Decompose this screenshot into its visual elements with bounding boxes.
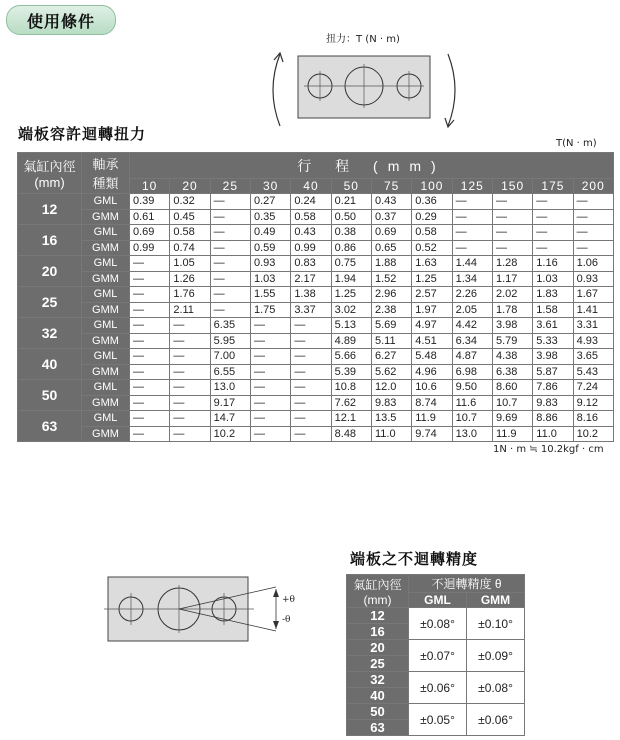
torque-value-cell: 0.38 bbox=[331, 225, 371, 241]
torque-value-cell: 1.06 bbox=[573, 256, 613, 272]
torque-value-cell: — bbox=[291, 395, 331, 411]
conditions-badge: 使用條件 bbox=[6, 5, 116, 35]
torque-value-cell: 0.61 bbox=[130, 209, 170, 225]
torque-value-cell: 2.11 bbox=[170, 302, 210, 318]
table-row bbox=[18, 256, 614, 272]
model-cell: GMM bbox=[82, 395, 130, 411]
torque-value-cell: — bbox=[170, 395, 210, 411]
model-cell: GML bbox=[82, 411, 130, 427]
torque-value-cell: 1.75 bbox=[250, 302, 290, 318]
torque-value-cell: 0.50 bbox=[331, 209, 371, 225]
torque-value-cell: 0.58 bbox=[291, 209, 331, 225]
stroke-column-header: 25 bbox=[210, 179, 250, 194]
torque-value-cell: — bbox=[170, 426, 210, 442]
torque-value-cell: 0.99 bbox=[130, 240, 170, 256]
torque-value-cell: 4.89 bbox=[331, 333, 371, 349]
table-row bbox=[18, 194, 614, 210]
torque-value-cell: — bbox=[210, 302, 250, 318]
stroke-column-header: 150 bbox=[492, 179, 532, 194]
torque-value-cell: 2.26 bbox=[452, 287, 492, 303]
stroke-header: 行 程 (mm) bbox=[130, 153, 614, 179]
torque-value-cell: 1.58 bbox=[533, 302, 573, 318]
torque-value-cell: — bbox=[130, 380, 170, 396]
table-row bbox=[18, 287, 614, 303]
torque-value-cell: 1.63 bbox=[412, 256, 452, 272]
torque-value-cell: 1.25 bbox=[412, 271, 452, 287]
torque-value-cell: 5.33 bbox=[533, 333, 573, 349]
table-row bbox=[18, 349, 614, 365]
torque-value-cell: 0.35 bbox=[250, 209, 290, 225]
torque-value-cell: 6.35 bbox=[210, 318, 250, 334]
bore-cell: 32 bbox=[18, 318, 82, 349]
torque-value-cell: 5.95 bbox=[210, 333, 250, 349]
torque-value-cell: 7.86 bbox=[533, 380, 573, 396]
stroke-column-header: 125 bbox=[452, 179, 492, 194]
torque-value-cell: — bbox=[210, 256, 250, 272]
table-row bbox=[18, 318, 614, 334]
torque-value-cell: 3.37 bbox=[291, 302, 331, 318]
torque-value-cell: 0.86 bbox=[331, 240, 371, 256]
torque-value-cell: 0.21 bbox=[331, 194, 371, 210]
precision-gml-value: ±0.06° bbox=[409, 672, 467, 704]
torque-value-cell: 5.79 bbox=[492, 333, 532, 349]
torque-value-cell: 0.36 bbox=[412, 194, 452, 210]
table-row bbox=[18, 271, 614, 287]
torque-value-cell: 5.87 bbox=[533, 364, 573, 380]
torque-value-cell: 0.45 bbox=[170, 209, 210, 225]
torque-value-cell: 6.55 bbox=[210, 364, 250, 380]
torque-value-cell: 9.17 bbox=[210, 395, 250, 411]
torque-value-cell: — bbox=[291, 333, 331, 349]
torque-value-cell: — bbox=[170, 411, 210, 427]
stroke-column-header: 75 bbox=[371, 179, 411, 194]
stroke-column-header: 10 bbox=[130, 179, 170, 194]
torque-value-cell: 1.28 bbox=[492, 256, 532, 272]
torque-value-cell: 12.0 bbox=[371, 380, 411, 396]
torque-value-cell: 4.42 bbox=[452, 318, 492, 334]
torque-value-cell: 13.0 bbox=[210, 380, 250, 396]
torque-value-cell: 7.00 bbox=[210, 349, 250, 365]
torque-value-cell: — bbox=[573, 209, 613, 225]
torque-value-cell: — bbox=[170, 380, 210, 396]
torque-section-title: 端板容許迴轉扭力 bbox=[18, 125, 147, 143]
torque-value-cell: 3.98 bbox=[533, 349, 573, 365]
torque-value-cell: 7.24 bbox=[573, 380, 613, 396]
table-row bbox=[18, 209, 614, 225]
torque-value-cell: 1.67 bbox=[573, 287, 613, 303]
torque-value-cell: — bbox=[250, 333, 290, 349]
torque-value-cell: 1.83 bbox=[533, 287, 573, 303]
torque-value-cell: 2.57 bbox=[412, 287, 452, 303]
precision-gmm-header: GMM bbox=[467, 593, 525, 608]
torque-value-cell: 4.51 bbox=[412, 333, 452, 349]
torque-value-cell: 9.74 bbox=[412, 426, 452, 442]
table-row bbox=[347, 608, 525, 624]
torque-value-cell: — bbox=[210, 287, 250, 303]
torque-value-cell: 8.60 bbox=[492, 380, 532, 396]
torque-value-cell: — bbox=[573, 240, 613, 256]
torque-value-cell: — bbox=[130, 333, 170, 349]
torque-value-cell: 7.62 bbox=[331, 395, 371, 411]
torque-value-cell: 11.9 bbox=[412, 411, 452, 427]
torque-value-cell: — bbox=[452, 225, 492, 241]
torque-value-cell: — bbox=[130, 318, 170, 334]
torque-value-cell: — bbox=[170, 318, 210, 334]
precision-gml-header: GML bbox=[409, 593, 467, 608]
stroke-column-header: 200 bbox=[573, 179, 613, 194]
precision-bore-cell: 63 bbox=[347, 720, 409, 736]
torque-value-cell: 0.58 bbox=[412, 225, 452, 241]
torque-value-cell: 1.34 bbox=[452, 271, 492, 287]
torque-value-cell: 6.34 bbox=[452, 333, 492, 349]
precision-gmm-value: ±0.09° bbox=[467, 640, 525, 672]
stroke-column-header: 30 bbox=[250, 179, 290, 194]
torque-value-cell: 0.75 bbox=[331, 256, 371, 272]
precision-diagram bbox=[104, 575, 314, 645]
stroke-column-header: 100 bbox=[412, 179, 452, 194]
torque-label: 扭力：T (N · m) bbox=[326, 34, 400, 45]
torque-value-cell: 5.66 bbox=[331, 349, 371, 365]
model-cell: GMM bbox=[82, 426, 130, 442]
precision-gmm-value: ±0.08° bbox=[467, 672, 525, 704]
precision-gml-value: ±0.07° bbox=[409, 640, 467, 672]
torque-value-cell: 1.76 bbox=[170, 287, 210, 303]
bore-header: 氣缸內徑 (mm) bbox=[18, 153, 82, 194]
precision-gml-value: ±0.05° bbox=[409, 704, 467, 736]
torque-value-cell: 0.39 bbox=[130, 194, 170, 210]
torque-value-cell: 0.99 bbox=[291, 240, 331, 256]
torque-value-cell: 6.98 bbox=[452, 364, 492, 380]
torque-value-cell: — bbox=[130, 271, 170, 287]
precision-header: 不迴轉精度 θ bbox=[409, 575, 525, 593]
torque-value-cell: 9.83 bbox=[371, 395, 411, 411]
torque-value-cell: 3.31 bbox=[573, 318, 613, 334]
stroke-column-header: 175 bbox=[533, 179, 573, 194]
torque-value-cell: 9.83 bbox=[533, 395, 573, 411]
torque-value-cell: — bbox=[533, 209, 573, 225]
torque-unit: T(N · m) bbox=[556, 138, 597, 149]
torque-value-cell: 8.86 bbox=[533, 411, 573, 427]
torque-value-cell: 2.02 bbox=[492, 287, 532, 303]
torque-value-cell: — bbox=[291, 426, 331, 442]
torque-value-cell: 1.97 bbox=[412, 302, 452, 318]
torque-value-cell: — bbox=[250, 349, 290, 365]
precision-bore-cell: 20 bbox=[347, 640, 409, 656]
minus-theta-label: -θ bbox=[282, 615, 291, 625]
torque-value-cell: 0.93 bbox=[573, 271, 613, 287]
torque-value-cell: — bbox=[210, 225, 250, 241]
precision-table bbox=[346, 574, 525, 736]
torque-value-cell: — bbox=[452, 240, 492, 256]
torque-value-cell: 4.93 bbox=[573, 333, 613, 349]
torque-value-cell: — bbox=[130, 256, 170, 272]
torque-value-cell: 0.58 bbox=[170, 225, 210, 241]
torque-value-cell: 5.62 bbox=[371, 364, 411, 380]
torque-value-cell: 1.52 bbox=[371, 271, 411, 287]
torque-value-cell: 3.98 bbox=[492, 318, 532, 334]
torque-value-cell: 5.43 bbox=[573, 364, 613, 380]
model-cell: GMM bbox=[82, 302, 130, 318]
torque-value-cell: 1.94 bbox=[331, 271, 371, 287]
torque-value-cell: 1.17 bbox=[492, 271, 532, 287]
table-row bbox=[18, 302, 614, 318]
torque-value-cell: — bbox=[291, 318, 331, 334]
torque-value-cell: — bbox=[492, 209, 532, 225]
torque-value-cell: — bbox=[533, 194, 573, 210]
torque-value-cell: — bbox=[573, 194, 613, 210]
torque-value-cell: — bbox=[130, 411, 170, 427]
torque-value-cell: 3.65 bbox=[573, 349, 613, 365]
torque-value-cell: 1.26 bbox=[170, 271, 210, 287]
torque-value-cell: 1.25 bbox=[331, 287, 371, 303]
torque-value-cell: 1.55 bbox=[250, 287, 290, 303]
torque-value-cell: 2.38 bbox=[371, 302, 411, 318]
table-row bbox=[347, 640, 525, 656]
precision-gmm-value: ±0.06° bbox=[467, 704, 525, 736]
torque-value-cell: — bbox=[492, 225, 532, 241]
torque-value-cell: 11.6 bbox=[452, 395, 492, 411]
torque-value-cell: — bbox=[250, 318, 290, 334]
torque-value-cell: 0.32 bbox=[170, 194, 210, 210]
bore-cell: 50 bbox=[18, 380, 82, 411]
table-row bbox=[18, 380, 614, 396]
table-row bbox=[347, 704, 525, 720]
precision-bore-header: 氣缸內徑 (mm) bbox=[347, 575, 409, 608]
torque-value-cell: 10.7 bbox=[492, 395, 532, 411]
torque-value-cell: — bbox=[291, 411, 331, 427]
torque-value-cell: 5.48 bbox=[412, 349, 452, 365]
torque-value-cell: 1.03 bbox=[250, 271, 290, 287]
precision-bore-cell: 16 bbox=[347, 624, 409, 640]
torque-value-cell: — bbox=[452, 194, 492, 210]
table-row bbox=[18, 426, 614, 442]
torque-value-cell: 5.69 bbox=[371, 318, 411, 334]
torque-value-cell: — bbox=[130, 426, 170, 442]
plus-theta-label: +θ bbox=[282, 595, 295, 605]
torque-value-cell: 0.49 bbox=[250, 225, 290, 241]
torque-value-cell: 1.03 bbox=[533, 271, 573, 287]
model-cell: GML bbox=[82, 318, 130, 334]
torque-value-cell: 0.83 bbox=[291, 256, 331, 272]
torque-value-cell: — bbox=[291, 364, 331, 380]
torque-value-cell: 1.16 bbox=[533, 256, 573, 272]
torque-value-cell: 0.69 bbox=[371, 225, 411, 241]
torque-value-cell: 0.65 bbox=[371, 240, 411, 256]
torque-value-cell: 0.43 bbox=[371, 194, 411, 210]
torque-value-cell: 0.93 bbox=[250, 256, 290, 272]
model-cell: GMM bbox=[82, 271, 130, 287]
torque-value-cell: — bbox=[170, 364, 210, 380]
unit-conversion-note: 1N · m ≒ 10.2kgf · cm bbox=[493, 444, 604, 455]
bore-cell: 16 bbox=[18, 225, 82, 256]
torque-value-cell: 1.88 bbox=[371, 256, 411, 272]
stroke-column-header: 40 bbox=[291, 179, 331, 194]
torque-value-cell: 0.43 bbox=[291, 225, 331, 241]
torque-value-cell: 11.0 bbox=[533, 426, 573, 442]
torque-value-cell: 0.24 bbox=[291, 194, 331, 210]
bore-cell: 63 bbox=[18, 411, 82, 442]
model-cell: GML bbox=[82, 287, 130, 303]
model-cell: GML bbox=[82, 194, 130, 210]
torque-value-cell: 10.7 bbox=[452, 411, 492, 427]
torque-value-cell: — bbox=[492, 240, 532, 256]
table-row bbox=[18, 333, 614, 349]
torque-value-cell: 10.8 bbox=[331, 380, 371, 396]
bearing-header: 軸承 種類 bbox=[82, 153, 130, 194]
torque-value-cell: 2.17 bbox=[291, 271, 331, 287]
precision-bore-cell: 40 bbox=[347, 688, 409, 704]
torque-value-cell: 5.39 bbox=[331, 364, 371, 380]
table-row bbox=[18, 240, 614, 256]
precision-bore-cell: 12 bbox=[347, 608, 409, 624]
torque-value-cell: — bbox=[130, 364, 170, 380]
torque-value-cell: 5.11 bbox=[371, 333, 411, 349]
model-cell: GMM bbox=[82, 209, 130, 225]
torque-value-cell: 0.59 bbox=[250, 240, 290, 256]
torque-value-cell: — bbox=[130, 395, 170, 411]
bore-cell: 20 bbox=[18, 256, 82, 287]
bore-cell: 12 bbox=[18, 194, 82, 225]
torque-value-cell: — bbox=[250, 411, 290, 427]
model-cell: GMM bbox=[82, 364, 130, 380]
torque-value-cell: 11.9 bbox=[492, 426, 532, 442]
torque-value-cell: 0.52 bbox=[412, 240, 452, 256]
precision-gml-value: ±0.08° bbox=[409, 608, 467, 640]
torque-value-cell: 9.12 bbox=[573, 395, 613, 411]
table-row bbox=[18, 364, 614, 380]
table-row bbox=[18, 411, 614, 427]
model-cell: GMM bbox=[82, 240, 130, 256]
torque-value-cell: 0.29 bbox=[412, 209, 452, 225]
torque-value-cell: — bbox=[533, 225, 573, 241]
torque-value-cell: 6.27 bbox=[371, 349, 411, 365]
torque-value-cell: — bbox=[533, 240, 573, 256]
torque-value-cell: 1.38 bbox=[291, 287, 331, 303]
torque-value-cell: 0.69 bbox=[130, 225, 170, 241]
model-cell: GML bbox=[82, 349, 130, 365]
torque-value-cell: 0.74 bbox=[170, 240, 210, 256]
torque-value-cell: 13.5 bbox=[371, 411, 411, 427]
torque-value-cell: — bbox=[170, 333, 210, 349]
torque-value-cell: 3.61 bbox=[533, 318, 573, 334]
torque-value-cell: 4.97 bbox=[412, 318, 452, 334]
torque-value-cell: — bbox=[291, 349, 331, 365]
torque-value-cell: — bbox=[130, 287, 170, 303]
torque-value-cell: 11.0 bbox=[371, 426, 411, 442]
torque-value-cell: 10.6 bbox=[412, 380, 452, 396]
precision-bore-cell: 50 bbox=[347, 704, 409, 720]
model-cell: GML bbox=[82, 256, 130, 272]
torque-value-cell: 1.41 bbox=[573, 302, 613, 318]
precision-gmm-value: ±0.10° bbox=[467, 608, 525, 640]
torque-value-cell: 0.37 bbox=[371, 209, 411, 225]
table-row bbox=[347, 672, 525, 688]
torque-value-cell: — bbox=[170, 349, 210, 365]
torque-value-cell: — bbox=[291, 380, 331, 396]
torque-value-cell: 3.02 bbox=[331, 302, 371, 318]
stroke-column-header: 50 bbox=[331, 179, 371, 194]
torque-value-cell: 4.96 bbox=[412, 364, 452, 380]
precision-bore-cell: 25 bbox=[347, 656, 409, 672]
torque-value-cell: 1.78 bbox=[492, 302, 532, 318]
torque-value-cell: 4.87 bbox=[452, 349, 492, 365]
precision-bore-cell: 32 bbox=[347, 672, 409, 688]
torque-value-cell: 1.44 bbox=[452, 256, 492, 272]
torque-value-cell: 10.2 bbox=[573, 426, 613, 442]
torque-value-cell: 2.96 bbox=[371, 287, 411, 303]
torque-diagram bbox=[258, 44, 468, 136]
torque-value-cell: — bbox=[250, 364, 290, 380]
bore-cell: 40 bbox=[18, 349, 82, 380]
model-cell: GML bbox=[82, 225, 130, 241]
torque-value-cell: 4.38 bbox=[492, 349, 532, 365]
torque-value-cell: 8.48 bbox=[331, 426, 371, 442]
torque-value-cell: — bbox=[210, 240, 250, 256]
torque-value-cell: 0.27 bbox=[250, 194, 290, 210]
torque-value-cell: — bbox=[250, 426, 290, 442]
torque-value-cell: 13.0 bbox=[452, 426, 492, 442]
torque-value-cell: 8.74 bbox=[412, 395, 452, 411]
torque-value-cell: — bbox=[130, 302, 170, 318]
torque-value-cell: 1.05 bbox=[170, 256, 210, 272]
torque-value-cell: — bbox=[250, 395, 290, 411]
torque-table bbox=[17, 152, 614, 442]
torque-value-cell: 5.13 bbox=[331, 318, 371, 334]
model-cell: GML bbox=[82, 380, 130, 396]
bore-cell: 25 bbox=[18, 287, 82, 318]
torque-value-cell: 9.50 bbox=[452, 380, 492, 396]
table-row bbox=[18, 225, 614, 241]
torque-value-cell: — bbox=[250, 380, 290, 396]
torque-value-cell: 12.1 bbox=[331, 411, 371, 427]
torque-value-cell: 2.05 bbox=[452, 302, 492, 318]
torque-value-cell: — bbox=[130, 349, 170, 365]
torque-value-cell: 9.69 bbox=[492, 411, 532, 427]
torque-value-cell: 10.2 bbox=[210, 426, 250, 442]
torque-value-cell: 8.16 bbox=[573, 411, 613, 427]
torque-value-cell: — bbox=[210, 194, 250, 210]
torque-value-cell: — bbox=[573, 225, 613, 241]
torque-value-cell: — bbox=[210, 271, 250, 287]
torque-value-cell: 6.38 bbox=[492, 364, 532, 380]
stroke-column-header: 20 bbox=[170, 179, 210, 194]
table-row bbox=[18, 395, 614, 411]
precision-section-title: 端板之不迴轉精度 bbox=[350, 550, 479, 568]
torque-value-cell: — bbox=[210, 209, 250, 225]
torque-value-cell: — bbox=[492, 194, 532, 210]
model-cell: GMM bbox=[82, 333, 130, 349]
torque-value-cell: — bbox=[452, 209, 492, 225]
torque-value-cell: 14.7 bbox=[210, 411, 250, 427]
